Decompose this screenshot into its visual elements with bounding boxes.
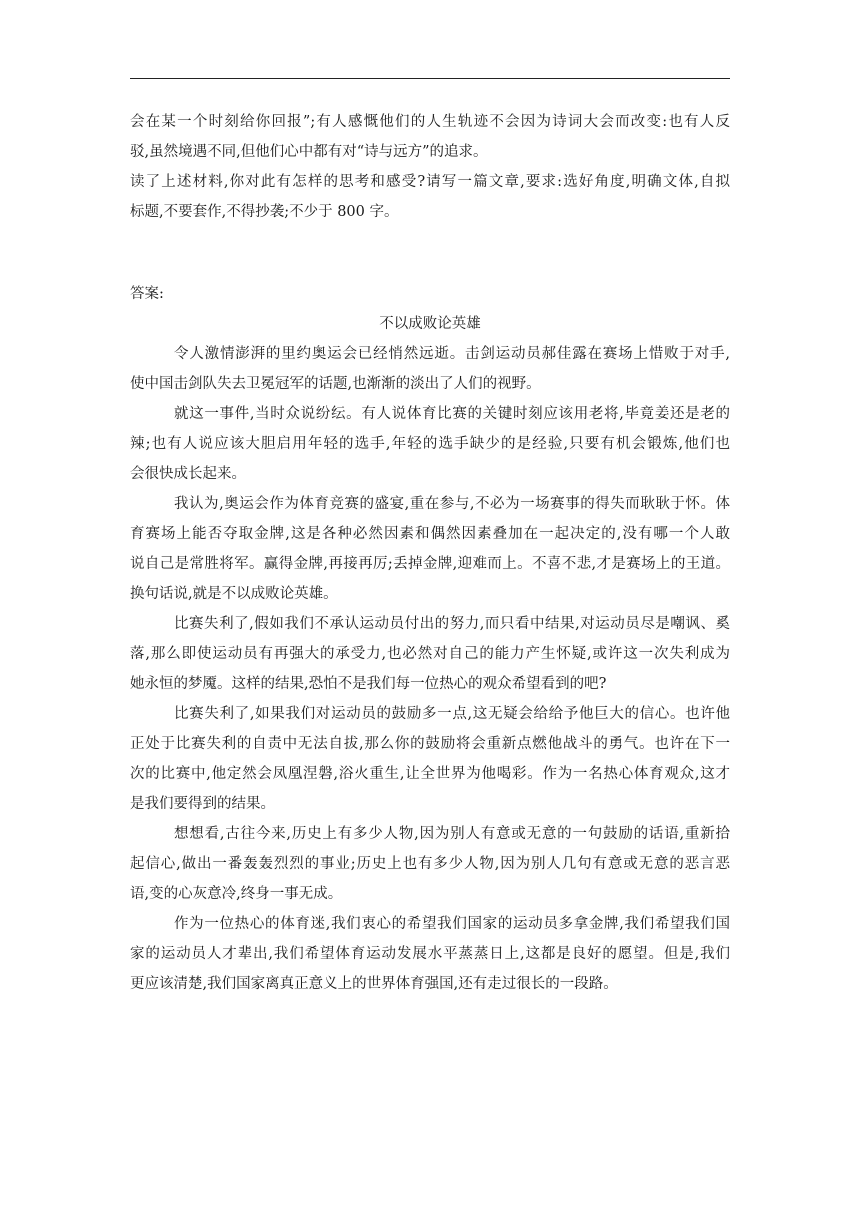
- answer-label: 答案:: [130, 286, 164, 302]
- essay-paragraph-7: [130, 909, 730, 999]
- prompt-line: 驳,虽然境遇不同,但他们心中都有对“诗与远方”的追求。: [130, 144, 488, 160]
- prompt-line: 标题,不要套作,不得抄袭;不少于 800 字。: [130, 204, 399, 220]
- prompt-line: 读了上述材料,你对此有怎样的思考和感受?请写一篇文章,要求:选好角度,明确文体,自拟: [130, 174, 730, 190]
- essay-line: 想想看,古往今来,历史上有多少人物,因为别人有意或无意的一句鼓励的话语,重新拾: [174, 826, 730, 842]
- essay-paragraph-6: [130, 819, 730, 909]
- prompt-line: 会在某一个时刻给你回报”;有人感慨他们的人生轨迹不会因为诗词大会而改变:也有人反: [130, 114, 730, 130]
- essay-line: 会很快成长起来。: [130, 466, 246, 482]
- essay-line: 令人激情澎湃的里约奥运会已经悄然远逝。击剑运动员郝佳露在赛场上惜败于对手,: [174, 346, 730, 362]
- header-rule: [130, 78, 730, 79]
- essay-line: 更应该清楚,我们国家离真正意义上的世界体育强国,还有走过很长的一段路。: [130, 976, 618, 992]
- essay-line: 比赛失利了,如果我们对运动员的鼓励多一点,这无疑会给给予他巨大的信心。也许他: [174, 706, 730, 722]
- essay-line: 辣;也有人说应该大胆启用年轻的选手,年轻的选手缺少的是经验,只要有机会锻炼,他们也: [130, 436, 730, 452]
- essay-line: 说自己是常胜将军。赢得金牌,再接再厉;丢掉金牌,迎难而上。不喜不悲,才是赛场上的王道。: [130, 556, 730, 572]
- essay-line: 正处于比赛失利的自责中无法自拔,那么你的鼓励将会重新点燃他战斗的勇气。也许在下一: [130, 736, 730, 752]
- essay-line: 是我们要得到的结果。: [130, 796, 275, 812]
- essay-line: 作为一位热心的体育迷,我们衷心的希望我们国家的运动员多拿金牌,我们希望我们国: [174, 916, 730, 932]
- essay-line: 使中国击剑队失去卫冕冠军的话题,也渐渐的淡出了人们的视野。: [130, 376, 541, 392]
- essay-line: 落,那么即使运动员有再强大的承受力,也必然对自己的能力产生怀疑,或许这一次失利成为: [130, 646, 730, 662]
- essay-line: 次的比赛中,他定然会凤凰涅磐,浴火重生,让全世界为他喝彩。作为一名热心体育观众,这才: [130, 766, 730, 782]
- prompt-text: [130, 107, 730, 227]
- essay-line: 家的运动员人才辈出,我们希望体育运动发展水平蒸蒸日上,这都是良好的愿望。但是,我们: [130, 946, 730, 962]
- essay-title: 不以成败论英雄: [379, 316, 481, 332]
- essay-paragraph-3: [130, 489, 730, 609]
- essay-line: 起信心,做出一番轰轰烈烈的事业;历史上也有多少人物,因为别人几句有意或无意的恶言恶: [130, 856, 730, 872]
- document-page: [130, 107, 730, 999]
- essay-paragraph-2: [130, 399, 730, 489]
- essay-line: 换句话说,就是不以成败论英雄。: [130, 586, 338, 602]
- essay-line: 她永恒的梦魇。这样的结果,恐怕不是我们每一位热心的观众希望看到的吧?: [130, 676, 607, 692]
- essay-paragraph-1: [130, 339, 730, 399]
- essay-line: 比赛失利了,假如我们不承认运动员付出的努力,而只看中结果,对运动员尽是嘲讽、奚: [174, 616, 730, 632]
- essay-line: 就这一事件,当时众说纷纭。有人说体育比赛的关键时刻应该用老将,毕竟姜还是老的: [174, 406, 730, 422]
- essay-line: 我认为,奥运会作为体育竞赛的盛宴,重在参与,不必为一场赛事的得失而耿耿于怀。体: [174, 496, 730, 512]
- essay-line: 语,变的心灰意冷,终身一事无成。: [130, 886, 343, 902]
- essay-paragraph-5: [130, 699, 730, 819]
- essay-paragraph-4: [130, 609, 730, 699]
- essay-line: 育赛场上能否夺取金牌,这是各种必然因素和偶然因素叠加在一起决定的,没有哪一个人敢: [130, 526, 730, 542]
